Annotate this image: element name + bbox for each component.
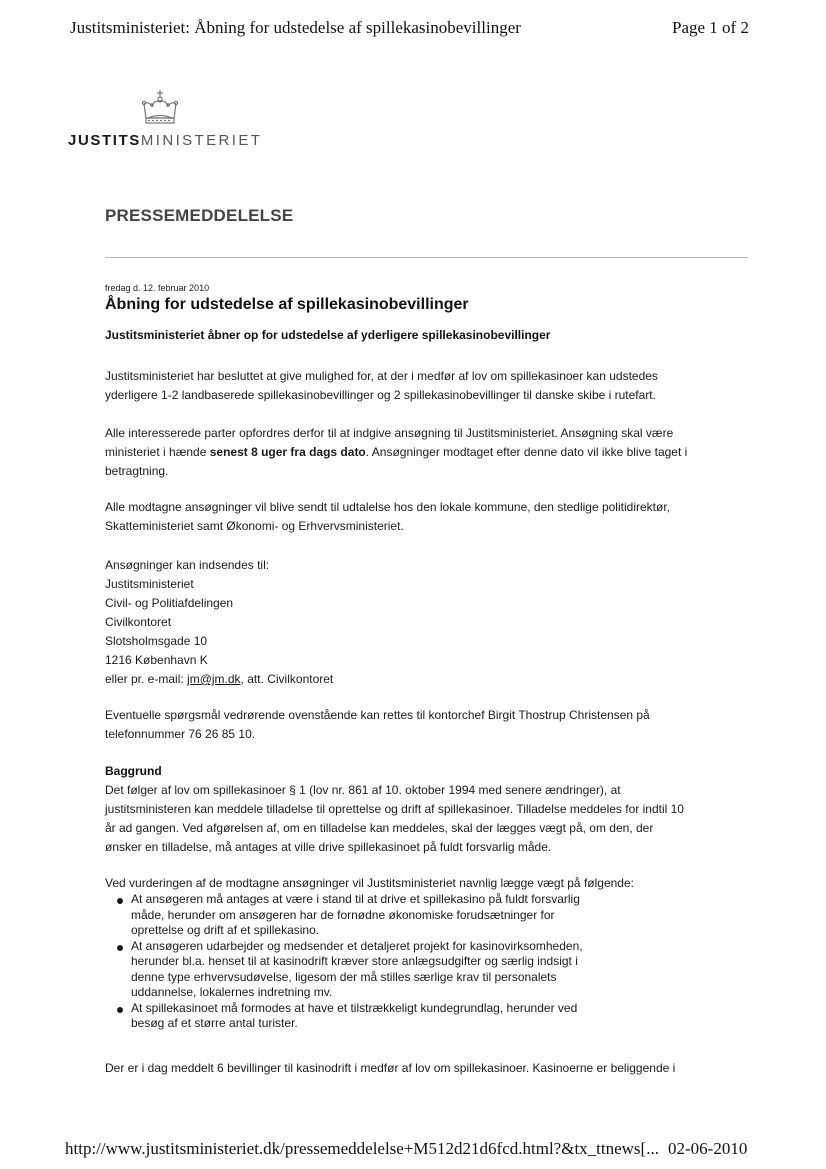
text-line: besøg af et større antal turister. <box>131 1016 298 1030</box>
text-line: At spillekasinoet må formodes at have et tilstrækkeligt kundegrundlag, herunder ved <box>131 1000 578 1015</box>
address-line: 1216 København K <box>105 653 208 667</box>
text-fragment: , att. Civilkontoret <box>240 672 334 686</box>
text-line <box>105 443 745 462</box>
page-title: Åbning for udstedelse af spillekasinobevillinger <box>105 296 469 313</box>
print-header-title: Justitsministeriet: Åbning for udstedelse af spillekasinobevillinger <box>70 18 521 37</box>
text-line: Justitsministeriet har besluttet at give mulighed for, at der i medfør af lov om spillekasinoer kan udstedes <box>105 369 658 383</box>
address-line: Justitsministeriet <box>105 577 194 591</box>
text-line: telefonnummer 76 26 85 10. <box>105 727 256 741</box>
logo-wordmark-strong: JUSTITS <box>68 132 141 149</box>
text-line: yderligere 1-2 landbaserede spillekasinobevillinger og 2 spillekasinobevillinger til danske skibe i rutefart. <box>105 388 656 402</box>
paragraph-contact <box>105 706 745 744</box>
text-line: uddannelse, lokalernes indretning mv. <box>131 985 333 999</box>
background-heading: Baggrund <box>105 764 162 778</box>
text-line: Alle modtagne ansøgninger vil blive sendt til udtalelse hos den lokale kommune, den stedlige politidirektør, <box>105 500 670 514</box>
list-item <box>117 939 637 1001</box>
text-line: år ad gangen. Ved afgørelsen af, om en tilladelse kan meddeles, skal der lægges vægt på, om den, der <box>105 821 654 835</box>
address-line: Slotsholmsgade 10 <box>105 634 208 648</box>
bullet-icon <box>117 898 123 904</box>
logo-wordmark-light: MINISTERIET <box>140 132 263 149</box>
text-line: At ansøgeren udarbejder og medsender et detaljeret projekt for kasinovirksomheden, <box>131 938 583 953</box>
text-fragment: eller pr. e-mail: <box>105 672 188 686</box>
crown-icon <box>138 88 182 130</box>
address-block <box>105 556 333 689</box>
address-line: Civil- og Politiafdelingen <box>105 596 234 610</box>
logo-wordmark <box>68 132 262 149</box>
address-intro: Ansøgninger kan indsendes til: <box>105 558 270 572</box>
text-line: herunder bl.a. henset til at kasinodrift kræver store anlægsudgifter og særlig indsigt i <box>131 954 578 968</box>
bullet-icon <box>117 1007 123 1013</box>
print-footer-url: http://www.justitsministeriet.dk/pressemeddelelse+M512d21d6fcd.html?&tx_ttnews[... <box>65 1139 659 1158</box>
paragraph-deadline <box>105 424 745 481</box>
text-line: denne type erhvervsudøvelse, ligesom der må stilles særlige krav til personalets <box>131 969 557 984</box>
print-footer-date: 02-06-2010 <box>668 1139 748 1158</box>
text-fragment: . Ansøgninger modtaget efter denne dato vil ikke blive taget i <box>365 445 688 459</box>
text-line: oprettelse og drift af et spillekasino. <box>131 923 320 937</box>
press-release-heading: PRESSEMEDDELELSE <box>105 206 294 225</box>
text-line: Skatteministeriet samt Økonomi- og Erhvervsministeriet. <box>105 519 404 533</box>
address-line: Civilkontoret <box>105 615 172 629</box>
text-line: ønsker en tilladelse, må antages at ville drive spillekasinoet på fuldt forsvarlig måde. <box>105 840 552 854</box>
text-line: At ansøgeren må antages at være i stand til at drive et spillekasino på fuldt forsvarlig <box>131 892 580 906</box>
bullet-icon <box>117 945 123 951</box>
text-line: justitsministeren kan meddele tilladelse til oprettelse og drift af spillekasinoer. Tilladelse meddeles for indtil 10 <box>105 802 684 816</box>
release-date: fredag d. 12. februar 2010 <box>105 283 210 293</box>
text-line: måde, herunder om ansøgeren har de fornødne økonomiske forudsætninger for <box>131 907 555 922</box>
header-divider <box>105 257 748 258</box>
list-item <box>117 1001 637 1032</box>
print-header-page: Page 1 of 2 <box>672 18 749 37</box>
paragraph-consultation <box>105 498 745 536</box>
text-line: Eventuelle spørgsmål vedrørende ovenstående kan rettes til kontorchef Birgit Thostrup Christensen på <box>105 708 650 722</box>
email-link[interactable]: jm@jm.dk <box>187 672 241 686</box>
criteria-list <box>117 892 637 1032</box>
list-item <box>117 892 637 939</box>
text-fragment: ministeriet i hænde <box>105 445 210 459</box>
email-line <box>105 670 333 689</box>
text-line: betragtning. <box>105 464 169 478</box>
text-line: Der er i dag meddelt 6 bevillinger til kasinodrift i medfør af lov om spillekasinoer. Kasinoerne er beliggende i <box>105 1061 676 1075</box>
paragraph-background <box>105 781 745 857</box>
text-line: Det følger af lov om spillekasinoer § 1 (lov nr. 861 af 10. oktober 1994 med senere ændringer), at <box>105 783 621 797</box>
subtitle: Justitsministeriet åbner op for udstedelse af yderligere spillekasinobevillinger <box>105 328 551 342</box>
criteria-intro <box>105 874 745 893</box>
deadline-emphasis: senest 8 uger fra dags dato <box>209 445 366 459</box>
paragraph-closing <box>105 1059 745 1078</box>
text-line: Alle interesserede parter opfordres derfor til at indgive ansøgning til Justitsministeriet. Ansøgning skal være <box>105 426 674 440</box>
text-line: Ved vurderingen af de modtagne ansøgninger vil Justitsministeriet navnlig lægge vægt på følgende: <box>105 876 634 890</box>
paragraph-intro <box>105 367 745 405</box>
